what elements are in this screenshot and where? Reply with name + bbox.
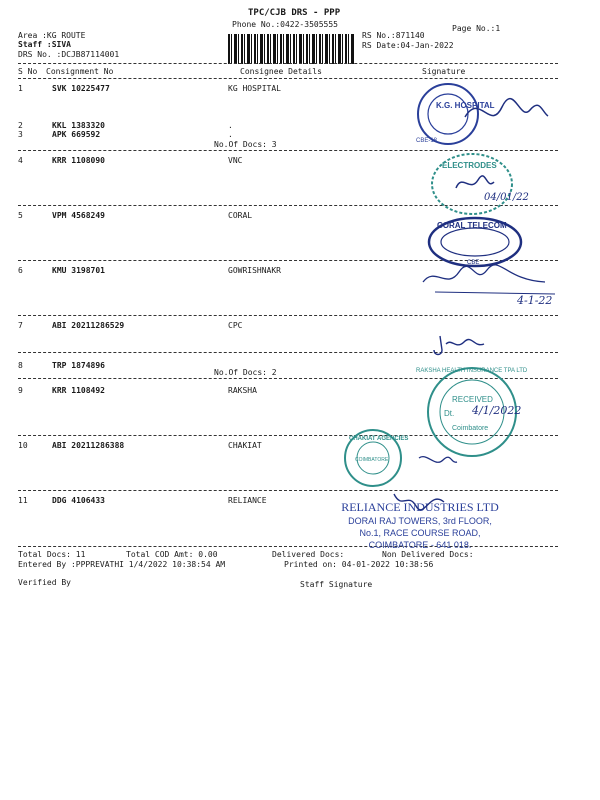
printed-on: Printed on: 04-01-2022 10:38:56 bbox=[284, 560, 434, 569]
row-consignment: ABI 20211286388 bbox=[52, 441, 125, 450]
row-consignment: TRP 1874896 bbox=[52, 361, 105, 370]
kg-hospital-stamp bbox=[410, 72, 550, 152]
col-consignment: Consignment No bbox=[46, 67, 114, 76]
row-consignment: APK 669592 bbox=[52, 130, 101, 139]
stamp-text: Coimbatore bbox=[452, 425, 489, 432]
coral-telecom-stamp bbox=[405, 210, 575, 310]
row-consignee: RAKSHA bbox=[228, 386, 257, 395]
row-sno: 9 bbox=[18, 386, 23, 395]
row-sno: 2 bbox=[18, 121, 23, 130]
row-consignment: KMU 3198701 bbox=[52, 266, 105, 275]
chakiat-stamp bbox=[335, 428, 465, 488]
stamp-company: RELIANCE INDUSTRIES LTD bbox=[341, 500, 499, 514]
staff-signature: Staff Signature bbox=[300, 580, 373, 589]
stamp-text: RECEIVED bbox=[452, 395, 493, 404]
stamp-text: Dt. bbox=[444, 409, 455, 418]
report-title: TPC/CJB DRS - PPP bbox=[248, 8, 341, 18]
stamp-text: ELECTRODES bbox=[442, 161, 497, 170]
stamp-text: COIMBATORE bbox=[355, 457, 389, 463]
stamp-address: COIMBATORE - 641 018. bbox=[368, 540, 472, 550]
delivered-docs: Delivered Docs: bbox=[272, 550, 345, 559]
stamp-text: CBE-18 bbox=[416, 138, 438, 144]
non-delivered-docs: Non Delivered Docs: bbox=[382, 550, 474, 559]
row-sno: 4 bbox=[18, 156, 23, 165]
row-sno: 8 bbox=[18, 361, 23, 370]
electrodes-stamp bbox=[420, 148, 560, 218]
phone-number: Phone No.:0422-3505555 bbox=[232, 20, 338, 29]
row-sno: 3 bbox=[18, 130, 23, 139]
entered-by: Entered By :PPPREVATHI 1/4/2022 10:38:54 AM bbox=[18, 560, 226, 569]
stamp-text: CHAKIAT AGENCIES bbox=[349, 436, 409, 442]
divider bbox=[18, 315, 558, 316]
total-cod: Total COD Amt: 0.00 bbox=[126, 550, 218, 559]
row-sno: 7 bbox=[18, 321, 23, 330]
row-consignment: ABI 20211286529 bbox=[52, 321, 125, 330]
handwritten-date: 4-1-22 bbox=[517, 294, 553, 307]
rs-number: RS No.:871140 bbox=[362, 31, 425, 40]
rs-date: RS Date:04-Jan-2022 bbox=[362, 41, 454, 50]
row-consignee: GOWRISHNAKR bbox=[228, 266, 281, 275]
row-consignment: KRR 1108492 bbox=[52, 386, 105, 395]
area: Area :KG ROUTE bbox=[18, 31, 86, 40]
col-signature: Signature bbox=[422, 67, 466, 76]
row-sno: 10 bbox=[18, 441, 28, 450]
row-consignee: VNC bbox=[228, 156, 243, 165]
row-consignee: CHAKIAT bbox=[228, 441, 262, 450]
stamp-text: K.G. HOSPITAL bbox=[436, 101, 495, 110]
row-sno: 6 bbox=[18, 266, 23, 275]
row-consignee: . bbox=[228, 130, 233, 139]
row-consignment: VPM 4568249 bbox=[52, 211, 105, 220]
staff: Staff :SIVA bbox=[18, 40, 71, 49]
stamp-address: No.1, RACE COURSE ROAD, bbox=[359, 528, 481, 538]
row-consignment: DDG 4106433 bbox=[52, 496, 105, 505]
row-consignee: . bbox=[228, 121, 233, 130]
docs-count: No.Of Docs: 3 bbox=[214, 140, 277, 149]
row-consignment: SVK 10225477 bbox=[52, 84, 110, 93]
stamp-address: DORAI RAJ TOWERS, 3rd FLOOR, bbox=[348, 516, 492, 526]
row-consignee: KG HOSPITAL bbox=[228, 84, 281, 93]
page-number: Page No.:1 bbox=[452, 24, 501, 33]
row-sno: 5 bbox=[18, 211, 23, 220]
total-docs: Total Docs: 11 bbox=[18, 550, 86, 559]
divider bbox=[18, 63, 558, 64]
row-consignment: KKL 1383320 bbox=[52, 121, 105, 130]
verified-by: Verified By bbox=[18, 578, 71, 587]
row-sno: 1 bbox=[18, 84, 23, 93]
row-sno: 11 bbox=[18, 496, 28, 505]
row-consignee: RELIANCE bbox=[228, 496, 267, 505]
docs-count: No.Of Docs: 2 bbox=[214, 368, 277, 377]
divider bbox=[18, 490, 558, 491]
stamp-text: CBE bbox=[467, 260, 480, 266]
col-sno: S No bbox=[18, 67, 38, 76]
barcode bbox=[228, 34, 354, 64]
stamp-text: RAKSHA HEALTH INSURANCE TPA LTD bbox=[416, 368, 528, 374]
handwritten-date: 4/1/2022 bbox=[472, 404, 522, 417]
row-consignee: CPC bbox=[228, 321, 243, 330]
stamp-text: CORAL TELECOM bbox=[437, 221, 507, 230]
col-consignee: Consignee Details bbox=[240, 67, 322, 76]
handwritten-date: 04/01/22 bbox=[484, 192, 529, 203]
drs-number: DRS No. :DCJB87114001 bbox=[18, 50, 120, 59]
signature-scribble bbox=[390, 488, 450, 514]
row-consignment: KRR 1108090 bbox=[52, 156, 105, 165]
row-consignee: CORAL bbox=[228, 211, 253, 220]
signature-scribble bbox=[430, 332, 490, 360]
